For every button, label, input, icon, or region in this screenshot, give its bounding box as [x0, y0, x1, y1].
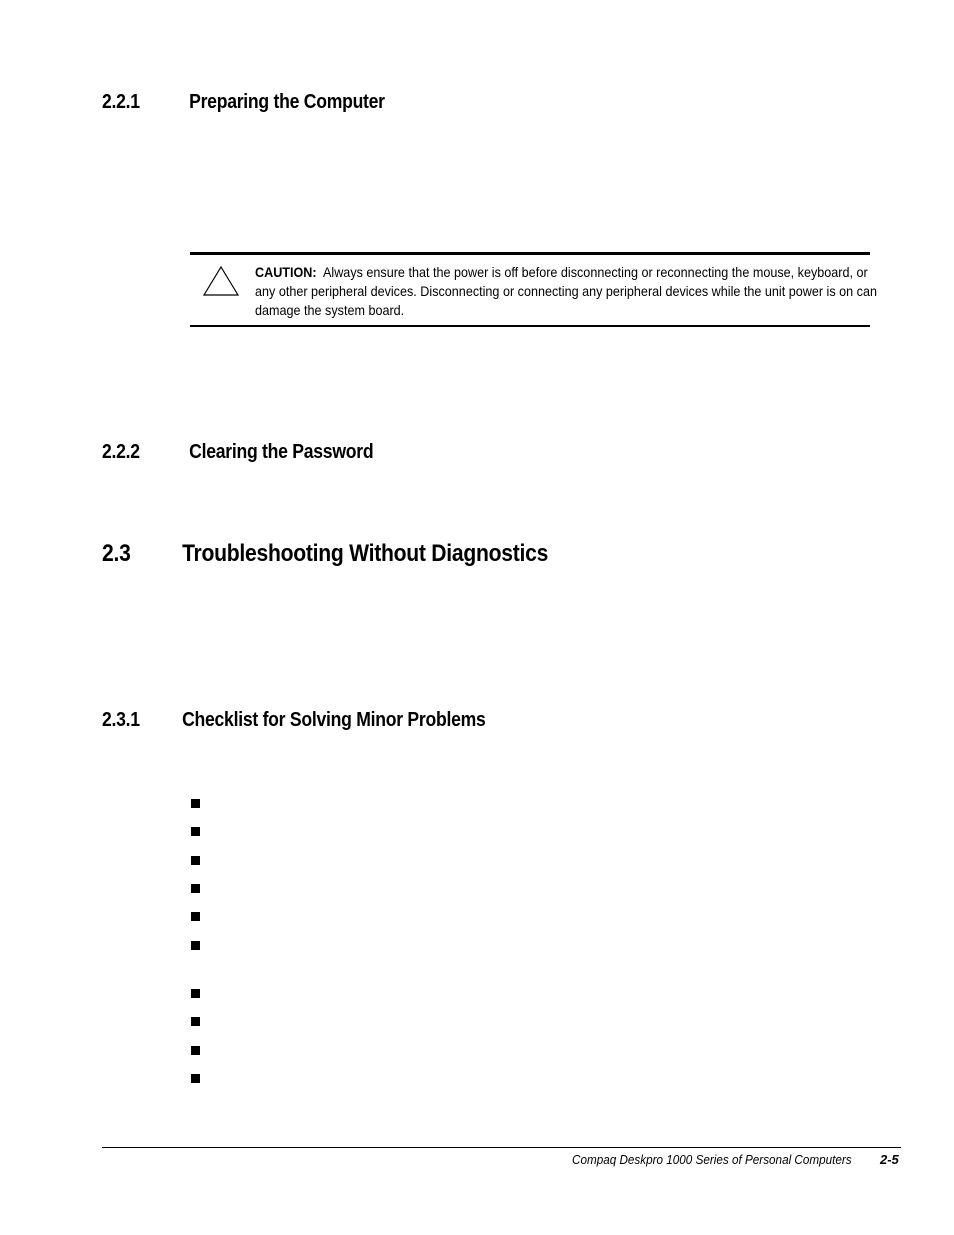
square-bullet-icon: [191, 912, 200, 921]
footer-title: Compaq Deskpro 1000 Series of Personal Computers: [572, 1152, 852, 1167]
caution-triangle-icon: [202, 265, 240, 297]
square-bullet-icon: [191, 884, 200, 893]
square-bullet-icon: [191, 827, 200, 836]
section-title: Checklist for Solving Minor Problems: [182, 709, 486, 731]
section-number: 2.2.2: [102, 441, 140, 463]
square-bullet-icon: [191, 799, 200, 808]
page-number: 2-5: [880, 1152, 899, 1167]
square-bullet-icon: [191, 941, 200, 950]
section-number: 2.2.1: [102, 91, 140, 113]
section-number: 2.3.1: [102, 709, 140, 731]
square-bullet-icon: [191, 1017, 200, 1026]
section-title: Troubleshooting Without Diagnostics: [182, 540, 549, 567]
square-bullet-icon: [191, 856, 200, 865]
square-bullet-icon: [191, 989, 200, 998]
footer-divider: [102, 1147, 901, 1148]
caution-label: CAUTION:: [255, 264, 317, 280]
section-title: Clearing the Password: [189, 441, 374, 463]
section-title: Preparing the Computer: [189, 91, 385, 113]
caution-text: [255, 263, 885, 320]
square-bullet-icon: [191, 1074, 200, 1083]
section-number: 2.3: [102, 540, 131, 567]
caution-body: Always ensure that the power is off before disconnecting or reconnecting the mouse, keyboard, or any other peripheral devices. Disconnecting or connecting any peripheral devices while the unit power is on can damage the system board.: [255, 264, 877, 318]
caution-box: [190, 252, 877, 327]
square-bullet-icon: [191, 1046, 200, 1055]
